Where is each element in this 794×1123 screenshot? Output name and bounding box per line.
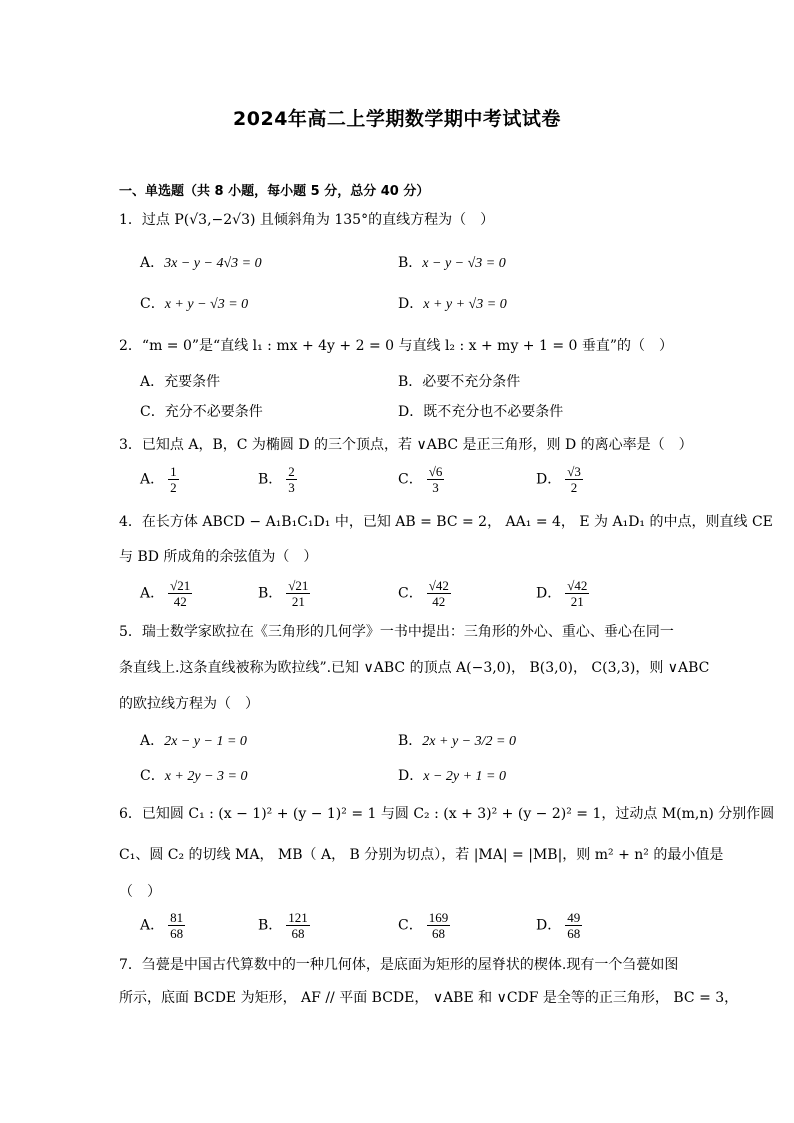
denominator: 68 — [431, 926, 445, 941]
option-label: A． — [140, 255, 165, 271]
option-label: C． — [140, 768, 165, 784]
q4-option-b — [258, 578, 310, 609]
numerator: √21 — [170, 578, 191, 593]
option-text: x − 2y + 1 = 0 — [423, 769, 507, 784]
option-text: 2x − y − 1 = 0 — [164, 734, 247, 749]
numerator: 121 — [288, 910, 308, 925]
question-3-stem: 3．已知点 A，B，C 为椭圆 D 的三个顶点，若 ∨ABC 是正三角形，则 D 的离心率是（ ） — [119, 437, 693, 453]
numerator: 1 — [170, 464, 177, 479]
denominator: 3 — [432, 480, 439, 495]
denominator: 68 — [567, 926, 581, 941]
option-label: C． — [398, 585, 423, 602]
option-label: B． — [258, 585, 283, 602]
option-label: A． — [140, 471, 165, 488]
option-label: B． — [398, 255, 423, 271]
question-5-stem-line-1: 5．瑞士数学家欧拉在《三角形的几何学》一书中提出：三角形的外心、重心、垂心在同一 — [119, 624, 674, 640]
denominator: 2 — [170, 480, 177, 495]
option-label: D． — [398, 404, 424, 420]
denominator: 21 — [570, 594, 584, 609]
fraction — [565, 910, 582, 941]
q4-option-a — [140, 578, 192, 609]
denominator: 68 — [291, 926, 305, 941]
option-label: A． — [140, 585, 165, 602]
option-label: D． — [398, 296, 424, 312]
fraction — [565, 578, 589, 609]
denominator: 21 — [291, 594, 305, 609]
question-6-stem-line-3: （ ） — [119, 884, 161, 900]
section-heading: 一、单选题（共 8 小题，每小题 5 分，总分 40 分） — [119, 184, 430, 199]
option-text: 2x + y − 3/2 = 0 — [422, 734, 516, 749]
option-text: 必要不充分条件 — [422, 374, 521, 390]
question-5-stem-line-2: 条直线上.这条直线被称为欧拉线”.已知 ∨ABC 的顶点 A(−3,0)， B(3,0)， C(3,3)，则 ∨ABC — [119, 660, 710, 676]
option-label: A． — [140, 374, 165, 390]
option-label: D． — [398, 768, 424, 784]
q3-option-d — [536, 464, 583, 495]
option-text: x + y + √3 = 0 — [423, 297, 507, 312]
question-6-stem-line-1: 6．已知圆 C₁ : (x − 1)² + (y − 1)² = 1 与圆 C₂ : (x + 3)² + (y − 2)² = 1，过动点 M(m,n) 分别作圆 — [119, 806, 775, 822]
question-1-stem: 1．过点 P(√3,−2√3) 且倾斜角为 135°的直线方程为（ ） — [119, 212, 495, 228]
numerator: 49 — [567, 910, 581, 925]
question-4-stem-line-1: 4．在长方体 ABCD − A₁B₁C₁D₁ 中，已知 AB = BC = 2， AA₁ = 4， E 为 A₁D₁ 的中点，则直线 CE — [119, 514, 773, 530]
numerator: 169 — [428, 910, 449, 925]
q1-option-a — [140, 253, 262, 274]
denominator: 42 — [432, 594, 446, 609]
q2-option-c — [140, 402, 263, 422]
q5-option-a — [140, 731, 247, 752]
q6-option-c — [398, 910, 450, 941]
option-label: C． — [140, 296, 165, 312]
option-label: D． — [536, 471, 562, 488]
option-label: B． — [398, 374, 423, 390]
q4-option-c — [398, 578, 451, 609]
option-text: 既不充分也不必要条件 — [423, 404, 564, 420]
q4-option-d — [536, 578, 589, 609]
option-label: A． — [140, 733, 165, 749]
fraction — [168, 910, 185, 941]
question-4-stem-line-2: 与 BD 所成角的余弦值为（ ） — [119, 549, 318, 565]
question-5-stem-line-3: 的欧拉线方程为（ ） — [119, 696, 259, 712]
q3-option-c — [398, 464, 444, 495]
fraction — [286, 578, 310, 609]
q6-option-a — [140, 910, 185, 941]
option-text: x + y − √3 = 0 — [164, 297, 249, 312]
option-text: x − y − √3 = 0 — [422, 256, 506, 271]
fraction — [565, 464, 583, 495]
fraction — [427, 910, 451, 941]
denominator: 2 — [570, 480, 578, 495]
option-label: B． — [398, 733, 423, 749]
option-text: x + 2y − 3 = 0 — [164, 769, 248, 784]
page-title: 2024年高二上学期数学期中考试试卷 — [233, 108, 561, 130]
numerator: 81 — [170, 910, 184, 925]
option-label: C． — [140, 404, 165, 420]
denominator: 3 — [288, 480, 295, 495]
numerator: √6 — [428, 464, 443, 479]
q1-option-c — [140, 294, 248, 315]
fraction — [286, 464, 297, 495]
option-text: 充分不必要条件 — [164, 404, 263, 420]
q2-option-a — [140, 372, 220, 392]
fraction — [427, 578, 451, 609]
q3-option-b — [258, 464, 297, 495]
fraction — [427, 464, 445, 495]
option-text: 充要条件 — [164, 374, 221, 390]
denominator: 42 — [173, 594, 187, 609]
question-6-stem-line-2: C₁、圆 C₂ 的切线 MA， MB（ A， B 分别为切点），若 |MA| = |MB|，则 m² + n² 的最小值是 — [119, 847, 724, 863]
q6-option-d — [536, 910, 582, 941]
question-7-stem-line-2: 所示，底面 BCDE 为矩形， AF // 平面 BCDE， ∨ABE 和 ∨CDF 是全等的正三角形， BC = 3， — [119, 990, 739, 1006]
q2-option-b — [398, 372, 520, 392]
option-text: 3x − y − 4√3 = 0 — [164, 256, 262, 271]
option-label: A． — [140, 917, 165, 934]
numerator: √3 — [567, 464, 581, 479]
denominator: 68 — [170, 926, 184, 941]
q5-option-c — [140, 766, 248, 787]
option-label: B． — [258, 471, 283, 488]
option-label: D． — [536, 917, 562, 934]
q5-option-b — [398, 731, 516, 752]
option-label: B． — [258, 917, 283, 934]
question-2-stem: 2．“m = 0”是“直线 l₁ : mx + 4y + 2 = 0 与直线 l₂ : x + my + 1 = 0 垂直”的（ ） — [119, 338, 674, 354]
q3-option-a — [140, 464, 179, 495]
q6-option-b — [258, 910, 310, 941]
option-label: C． — [398, 917, 423, 934]
numerator: √42 — [428, 578, 449, 593]
fraction — [168, 578, 192, 609]
numerator: √21 — [288, 578, 309, 593]
numerator: 2 — [288, 464, 295, 479]
numerator: √42 — [567, 578, 588, 593]
option-label: C． — [398, 471, 423, 488]
q5-option-d — [398, 766, 506, 787]
q1-option-b — [398, 253, 506, 274]
fraction — [286, 910, 310, 941]
question-7-stem-line-1: 7．刍甍是中国古代算数中的一种几何体，是底面为矩形的屋脊状的楔体.现有一个刍甍如图 — [119, 957, 679, 973]
q2-option-d — [398, 402, 563, 422]
q1-option-d — [398, 294, 507, 315]
option-label: D． — [536, 585, 562, 602]
fraction — [168, 464, 179, 495]
